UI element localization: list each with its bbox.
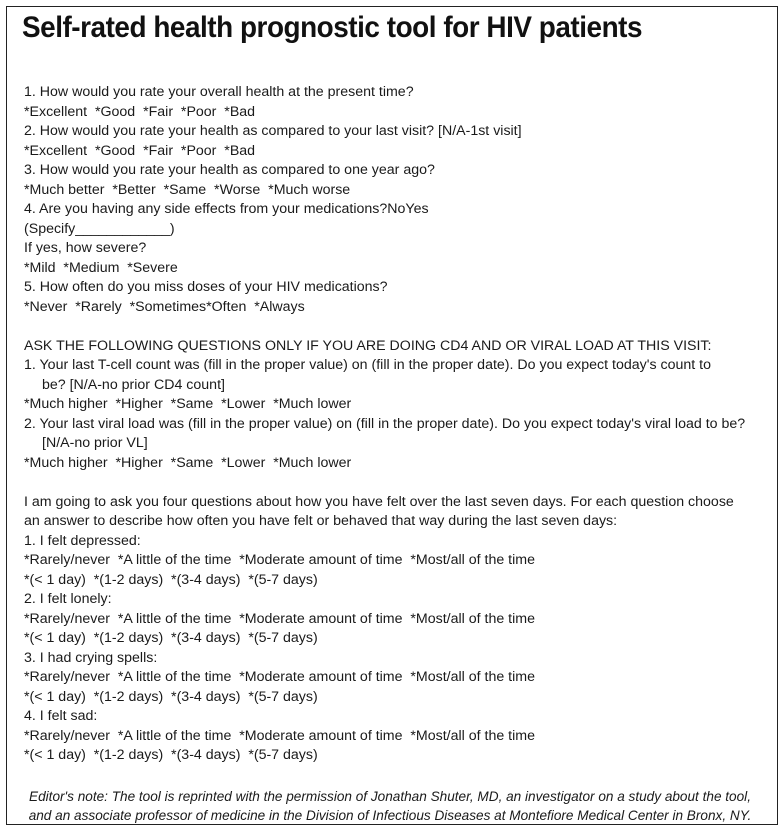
question-line: If yes, how severe? [24, 240, 147, 256]
document-title: Self-rated health prognostic tool for HIV patients [22, 11, 643, 44]
editors-note-line: and an associate professor of medicine in the Division of Infectious Diseases at Montefiore Medical Center in Bronx, NY. [28, 808, 752, 823]
answer-options: *Much better *Better *Same *Worse *Much worse [24, 181, 351, 198]
day-options: *(< 1 day) *(1-2 days) *(3-4 days) *(5-7 days) [24, 747, 318, 763]
document-frame [6, 6, 778, 825]
general-health-section [24, 83, 771, 317]
questionnaire-body [24, 83, 771, 766]
answer-options: *Rarely/never *A little of the time *Moderate amount of time *Most/all of the time [24, 552, 535, 568]
question-continuation: [N/A-no prior VL] [42, 435, 148, 451]
answer-options: *Much higher *Higher *Same *Lower *Much lower [24, 396, 352, 412]
answer-options: *Rarely/never *A little of the time *Moderate amount of time *Most/all of the time [24, 669, 535, 685]
answer-options: *Rarely/never *A little of the time *Moderate amount of time *Most/all of the time [24, 727, 535, 744]
spacer [24, 317, 771, 337]
answer-options: *Mild *Medium *Severe [24, 259, 178, 276]
section-heading: ASK THE FOLLOWING QUESTIONS ONLY IF YOU ARE DOING CD4 AND OR VIRAL LOAD AT THIS VISIT: [24, 337, 712, 354]
question-line: 2. How would you rate your health as compared to your last visit? [N/A-1st visit] [24, 123, 522, 139]
question-line: 1. I felt depressed: [24, 532, 141, 549]
question-continuation: be? [N/A-no prior CD4 count] [42, 376, 225, 393]
editors-note-line: Editor's note: The tool is reprinted with the permission of Jonathan Shuter, MD, an investigator on a study about the tool, [29, 789, 751, 804]
question-line: 2. Your last viral load was (fill in the proper value) on (fill in the proper date). Do you expect today's viral load to be? [24, 415, 746, 432]
editors-note [7, 787, 773, 825]
answer-options: *Excellent *Good *Fair *Poor *Bad [24, 142, 256, 159]
day-options: *(< 1 day) *(1-2 days) *(3-4 days) *(5-7 days) [24, 571, 318, 588]
question-line: 4. Are you having any side effects from your medications?NoYes [24, 201, 429, 217]
question-line: 5. How often do you miss doses of your HIV medications? [24, 279, 388, 295]
section-intro: an answer to describe how often you have felt or behaved that way during the last seven days: [24, 513, 618, 529]
question-line: 4. I felt sad: [24, 708, 98, 724]
spacer [24, 473, 771, 493]
cd4-viral-load-section [24, 337, 771, 474]
section-intro: I am going to ask you four questions about how you have felt over the last seven days. For each question choose [24, 493, 734, 510]
question-line: 3. How would you rate your health as compared to one year ago? [24, 162, 435, 178]
question-line: 2. I felt lonely: [24, 591, 112, 607]
answer-options: *Excellent *Good *Fair *Poor *Bad [24, 103, 256, 120]
question-line: 1. How would you rate your overall health at the present time? [24, 84, 414, 100]
day-options: *(< 1 day) *(1-2 days) *(3-4 days) *(5-7 days) [24, 630, 318, 646]
specify-blank: (Specify____________) [24, 220, 175, 237]
answer-options: *Never *Rarely *Sometimes*Often *Always [24, 298, 305, 315]
answer-options: *Much higher *Higher *Same *Lower *Much lower [24, 454, 352, 471]
question-line: 1. Your last T-cell count was (fill in the proper value) on (fill in the proper date). Do you expect today's count to [24, 357, 711, 373]
mood-section [24, 493, 771, 766]
answer-options: *Rarely/never *A little of the time *Moderate amount of time *Most/all of the time [24, 610, 535, 627]
day-options: *(< 1 day) *(1-2 days) *(3-4 days) *(5-7 days) [24, 688, 318, 705]
question-line: 3. I had crying spells: [24, 649, 158, 666]
